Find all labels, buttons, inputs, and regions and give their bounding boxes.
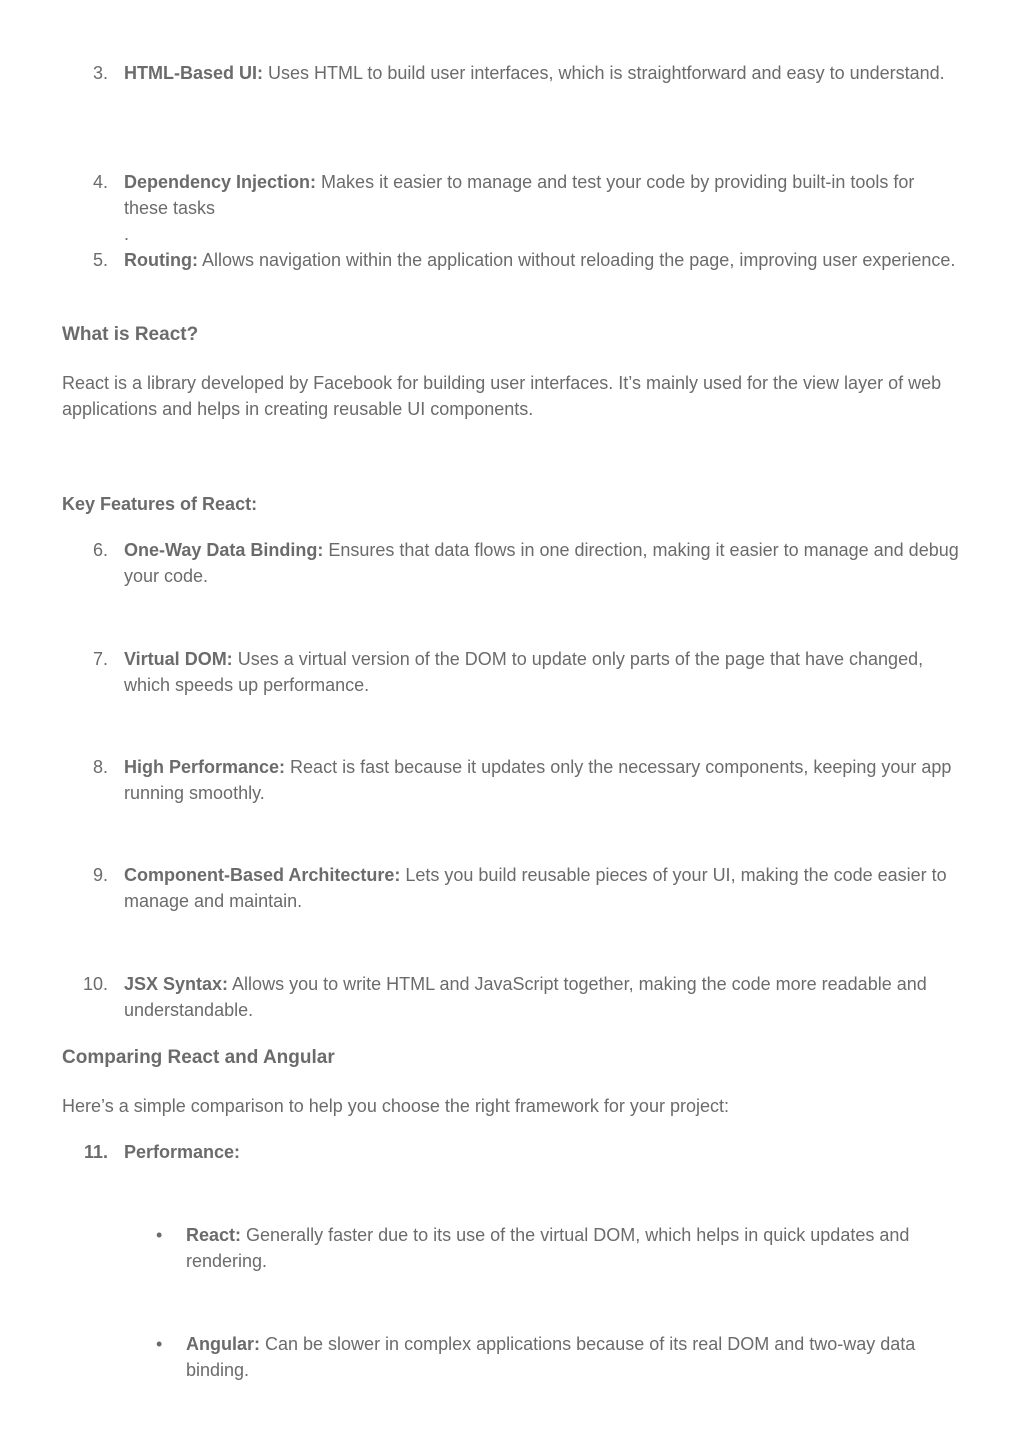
list-item-number: 10. [82, 974, 108, 994]
list-item-number: 7. [92, 649, 108, 669]
list-item-term: One-Way Data Binding: [124, 540, 324, 560]
list-item [62, 646, 962, 698]
list-item-number: 8. [92, 757, 108, 777]
list-item [62, 862, 962, 914]
section-heading-react: What is React? [62, 324, 199, 345]
list-item-text: Ensures that data flows in one direction, making it easier to manage and debug your code. [124, 540, 959, 586]
list-item-number: 6. [92, 540, 108, 560]
list-item [62, 60, 962, 86]
list-item-term: Component-Based Architecture: [124, 865, 401, 885]
list-item-term: Virtual DOM: [124, 649, 233, 669]
list-item-text: Makes it easier to manage and test your code by providing built-in tools for these tasks [124, 172, 915, 218]
list-item-text: Uses HTML to build user interfaces, which is straightforward and easy to understand. [263, 63, 945, 83]
list-item-text: Allows you to write HTML and JavaScript together, making the code more readable and understandable. [124, 974, 927, 1020]
list-item-number: 9. [92, 865, 108, 885]
list-item-term: HTML-Based UI: [124, 63, 263, 83]
list-item-number: 3. [92, 63, 108, 83]
bullet-item-term: Angular: [186, 1334, 260, 1354]
list-item [62, 1139, 962, 1165]
bullet-item-text: Generally faster due to its use of the virtual DOM, which helps in quick updates and rendering. [186, 1225, 910, 1271]
list-item-text: Allows navigation within the application without reloading the page, improving user experience. [197, 250, 956, 270]
bullet-glyph: • [156, 1225, 163, 1245]
list-item-term: High Performance: [124, 757, 286, 777]
comparison-intro-paragraph: Here’s a simple comparison to help you choose the right framework for your project: [62, 1096, 729, 1116]
list-item-term: JSX Syntax: [124, 974, 229, 994]
key-features-heading: Key Features of React: [62, 494, 258, 514]
bullet-glyph: • [156, 1334, 163, 1354]
list-item-trailing: . [124, 224, 130, 244]
bullet-item-term: React: [186, 1225, 242, 1245]
section-heading-comparison: Comparing React and Angular [62, 1047, 335, 1068]
list-item-text: Lets you build reusable pieces of your UI, making the code easier to manage and maintain. [124, 865, 947, 911]
list-item [62, 169, 962, 247]
list-item-term: Performance: [124, 1142, 241, 1162]
list-item [62, 971, 962, 1023]
list-item-text: Uses a virtual version of the DOM to update only parts of the page that have changed, which speeds up performance. [124, 649, 924, 695]
list-item-number: 11. [83, 1142, 108, 1162]
list-item-term: Dependency Injection: [124, 172, 317, 192]
list-item-number: 4. [92, 172, 108, 192]
list-item-term: Routing: [124, 250, 198, 270]
list-item [62, 247, 962, 273]
list-item-text: React is fast because it updates only the necessary components, keeping your app running smoothly. [124, 757, 952, 803]
list-item-number: 5. [92, 250, 108, 270]
bullet-item [150, 1222, 962, 1274]
bullet-item-text: Can be slower in complex applications because of its real DOM and two-way data binding. [186, 1334, 916, 1380]
list-item [62, 754, 962, 806]
bullet-item [150, 1331, 962, 1383]
react-intro-paragraph: React is a library developed by Facebook for building user interfaces. It’s mainly used for the view layer of web applications and helps in creating reusable UI components. [62, 373, 942, 419]
list-item [62, 537, 962, 589]
